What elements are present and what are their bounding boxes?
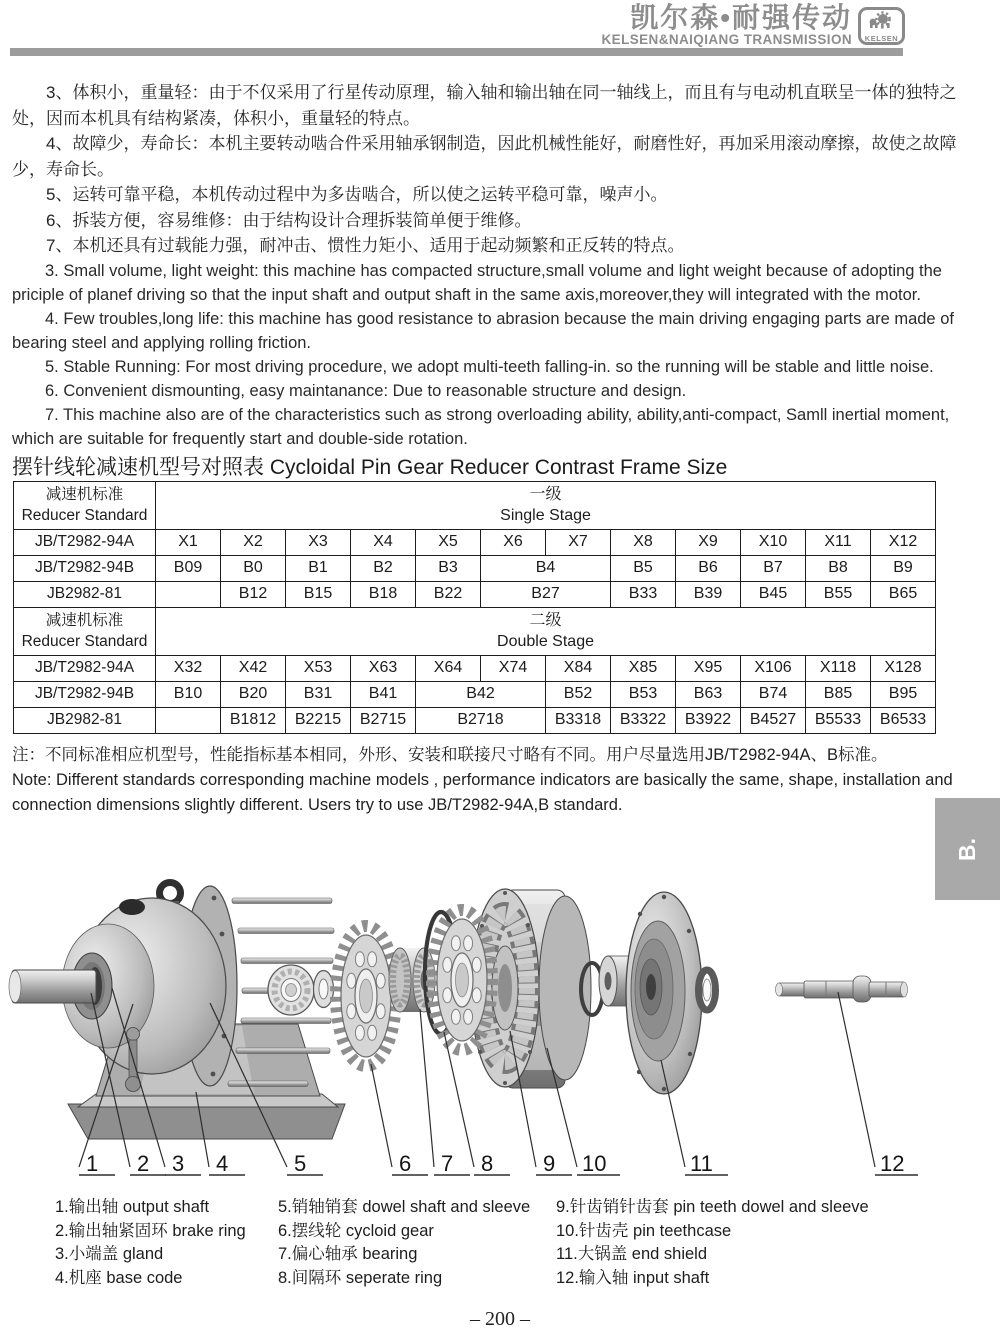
row-label: JB2982-81	[14, 581, 156, 607]
part-item: 8.间隔环 seperate ring	[278, 1268, 443, 1287]
cell: X63	[351, 655, 416, 681]
paragraph-en-7: 7. This machine also are of the characteristics such as strong overloading ability, ability,anti-compact, Samll inertial moment, which are suitable for frequently start and double-side rotation.	[12, 405, 950, 448]
cell: B85	[806, 681, 871, 707]
cell: X64	[416, 655, 481, 681]
paragraph-en-6: 6. Convenient dismounting, easy maintanance: Due to reasonable structure and design.	[45, 381, 687, 400]
part-item: 9.针齿销针齿套 pin teeth dowel and sleeve	[556, 1198, 869, 1216]
callout-4: 4	[216, 1151, 229, 1176]
paragraph-cn-5: 5、运转可靠平稳，本机传动过程中为多齿啮合，所以使之运转平稳可靠，噪声小。	[46, 185, 668, 204]
cell: X10	[741, 529, 806, 555]
cell: B18	[351, 581, 416, 607]
kelsen-logo	[858, 7, 905, 45]
cell: B52	[546, 681, 611, 707]
cell: B74	[741, 681, 806, 707]
cell: X95	[676, 655, 741, 681]
cell: B2	[351, 555, 416, 581]
paragraph-en-3: 3. Small volume, light weight: this machine has compacted structure,small volume and light weight because of adopting the priciple of planef driving so that the input shaft and output shaft in the same axis,moreover,they will integrated with the motor.	[12, 261, 942, 304]
cell: B6	[676, 555, 741, 581]
paragraph-cn-3: 3、体积小，重量轻：由于不仅采用了行星传动原理，输入轴和输出轴在同一轴线上，而且有与电动机直联呈一体的独特之处，因而本机具有结构紧凑，体积小，重量轻的特点。	[12, 83, 957, 128]
header-double-stage-en: Double Stage	[497, 633, 594, 650]
callout-11: 11	[690, 1151, 713, 1176]
part-item: 2.输出轴紧固环 brake ring	[55, 1221, 246, 1240]
cell: B10	[156, 681, 221, 707]
cell: B22	[416, 581, 481, 607]
part-item: 4.机座 base code	[55, 1268, 183, 1287]
row-label: JB/T2982-94B	[14, 555, 156, 581]
cell: X53	[286, 655, 351, 681]
cell: X74	[481, 655, 546, 681]
parts-column-1	[55, 1196, 246, 1290]
main-content	[12, 80, 988, 818]
cell: B2718	[416, 707, 546, 733]
cell: B41	[351, 681, 416, 707]
note-en: Note: Different standards corresponding machine models , performance indicators are basically the same, shape, installation and connection dimensions slightly different. Users try to use JB/T2982-94A,B standard.	[12, 770, 953, 814]
callout-5: 5	[294, 1151, 307, 1176]
callout-7: 7	[441, 1151, 454, 1176]
header-single-stage-en: Single Stage	[500, 507, 591, 524]
cell: B42	[416, 681, 546, 707]
cell: B8	[806, 555, 871, 581]
cell: X32	[156, 655, 221, 681]
header-reducer-standard	[14, 481, 156, 529]
cell: B0	[221, 555, 286, 581]
cell: B5533	[806, 707, 871, 733]
cell: B2215	[286, 707, 351, 733]
note-cn: 注：不同标准相应机型号，性能指标基本相同，外形、安装和联接尺寸略有不同。用户尽量选用JB/T2982-94A、B标准。	[12, 745, 888, 764]
kelsen-logo-icon	[862, 10, 901, 30]
cell: X3	[286, 529, 351, 555]
cell: X84	[546, 655, 611, 681]
row-label: JB/T2982-94A	[14, 529, 156, 555]
exploded-view-diagram	[0, 876, 1000, 1188]
paragraph-cn-4: 4、故障少，寿命长：本机主要转动啮合件采用轴承钢制造，因此机械性能好，耐磨性好，再加采用滚动摩擦，故使之故障少，寿命长。	[12, 134, 957, 179]
header-reducer-standard-en: Reducer Standard	[21, 507, 148, 524]
cell: B15	[286, 581, 351, 607]
cell: B45	[741, 581, 806, 607]
retaining-ring	[699, 970, 716, 1010]
callout-1: 1	[86, 1151, 99, 1176]
cell: B31	[286, 681, 351, 707]
table-row	[14, 655, 936, 681]
header-single-stage-cn: 一级	[529, 486, 562, 503]
cell: X5	[416, 529, 481, 555]
table-title: 摆针线轮减速机型号对照表 Cycloidal Pin Gear Reducer Contrast Frame Size	[12, 455, 728, 479]
cell: B95	[871, 681, 936, 707]
cell: B55	[806, 581, 871, 607]
brand-name-cn: 凯尔森•耐强传动	[630, 2, 852, 33]
cell: B4527	[741, 707, 806, 733]
table-row	[14, 481, 936, 529]
cell: X118	[806, 655, 871, 681]
cell: X6	[481, 529, 546, 555]
table-row	[14, 555, 936, 581]
header-reducer-standard-en: Reducer Standard	[21, 633, 148, 650]
cell: X12	[871, 529, 936, 555]
kelsen-logo-word: KELSEN	[864, 34, 899, 43]
cell: B63	[676, 681, 741, 707]
part-item: 5.销轴销套 dowel shaft and sleeve	[278, 1198, 531, 1216]
cycloid-gear-1	[336, 926, 396, 1066]
header-reducer-standard-cn: 减速机标准	[45, 612, 124, 629]
callout-6: 6	[399, 1151, 412, 1176]
parts-column-3	[556, 1196, 869, 1290]
section-tab-b-label: B.	[954, 837, 980, 861]
cell: B20	[221, 681, 286, 707]
cell: B33	[611, 581, 676, 607]
cell: B1812	[221, 707, 286, 733]
row-label: JB2982-81	[14, 707, 156, 733]
header-double-stage-cn: 二级	[529, 612, 562, 629]
cell: B6533	[871, 707, 936, 733]
cell: X1	[156, 529, 221, 555]
input-shaft	[776, 976, 908, 1002]
row-label: JB/T2982-94B	[14, 681, 156, 707]
callout-2: 2	[137, 1151, 150, 1176]
callout-8: 8	[481, 1151, 494, 1176]
part-item: 11.大锅盖 end shield	[556, 1245, 708, 1263]
cell: B7	[741, 555, 806, 581]
header-divider-bar	[10, 48, 903, 56]
part-item: 10.针齿壳 pin teethcase	[556, 1221, 732, 1240]
cell: B65	[871, 581, 936, 607]
table-row	[14, 529, 936, 555]
model-contrast-table	[13, 481, 936, 734]
header-reducer-standard-cn: 减速机标准	[45, 486, 124, 503]
cell: X85	[611, 655, 676, 681]
cell	[156, 581, 221, 607]
callout-12: 12	[880, 1151, 905, 1176]
callout-10: 10	[582, 1151, 607, 1176]
cell: X7	[546, 529, 611, 555]
paragraph-cn-6: 6、拆装方便，容易维修：由于结构设计合理拆装简单便于维修。	[46, 210, 532, 230]
pin-teethcase	[471, 889, 591, 1088]
cell: B5	[611, 555, 676, 581]
paragraph-en-5: 5. Stable Running: For most driving procedure, we adopt multi-teeth falling-in. so the running will be stable and little noise.	[45, 357, 934, 376]
cell: X42	[221, 655, 286, 681]
header-reducer-standard-2	[14, 607, 156, 655]
part-item: 12.输入轴 input shaft	[556, 1268, 710, 1287]
ball-bearing	[268, 965, 314, 1015]
row-label: JB/T2982-94A	[14, 655, 156, 681]
cell: B3318	[546, 707, 611, 733]
cell: B2715	[351, 707, 416, 733]
cell: B1	[286, 555, 351, 581]
part-item: 7.偏心轴承 bearing	[278, 1245, 418, 1263]
cell: B3	[416, 555, 481, 581]
cell: B3922	[676, 707, 741, 733]
brand-block	[0, 4, 852, 47]
callout-3: 3	[172, 1151, 185, 1176]
table-row	[14, 607, 936, 655]
header-single-stage	[156, 481, 936, 529]
callout-9: 9	[543, 1151, 556, 1176]
page-number: – 200 –	[470, 1308, 530, 1330]
parts-column-2	[278, 1196, 530, 1290]
cell: X128	[871, 655, 936, 681]
part-item: 3.小端盖 gland	[55, 1245, 164, 1263]
cell	[156, 707, 221, 733]
cell: B53	[611, 681, 676, 707]
cell: X11	[806, 529, 871, 555]
table-row	[14, 581, 936, 607]
cell: B39	[676, 581, 741, 607]
paragraph-cn-7: 7、本机还具有过载能力强，耐冲击、惯性力矩小、适用于起动频繁和正反转的特点。	[46, 236, 685, 255]
cell: X2	[221, 529, 286, 555]
cell: B27	[481, 581, 611, 607]
cell: B4	[481, 555, 611, 581]
cell: B12	[221, 581, 286, 607]
cell: X4	[351, 529, 416, 555]
part-item: 6.摆线轮 cycloid gear	[278, 1221, 434, 1240]
header-double-stage	[156, 607, 936, 655]
cell: B3322	[611, 707, 676, 733]
paragraph-en-4: 4. Few troubles,long life: this machine has good resistance to abrasion because the main driving engaging parts are made of bearing steel and applying rolling friction.	[12, 309, 954, 352]
brand-name-en: KELSEN&NAIQIANG TRANSMISSION	[601, 32, 852, 47]
cell: B9	[871, 555, 936, 581]
table-row	[14, 707, 936, 733]
cell: X8	[611, 529, 676, 555]
end-shield	[599, 892, 702, 1094]
cell: X9	[676, 529, 741, 555]
table-row	[14, 681, 936, 707]
cell: B09	[156, 555, 221, 581]
cell: X106	[741, 655, 806, 681]
part-item: 1.输出轴 output shaft	[55, 1198, 210, 1216]
